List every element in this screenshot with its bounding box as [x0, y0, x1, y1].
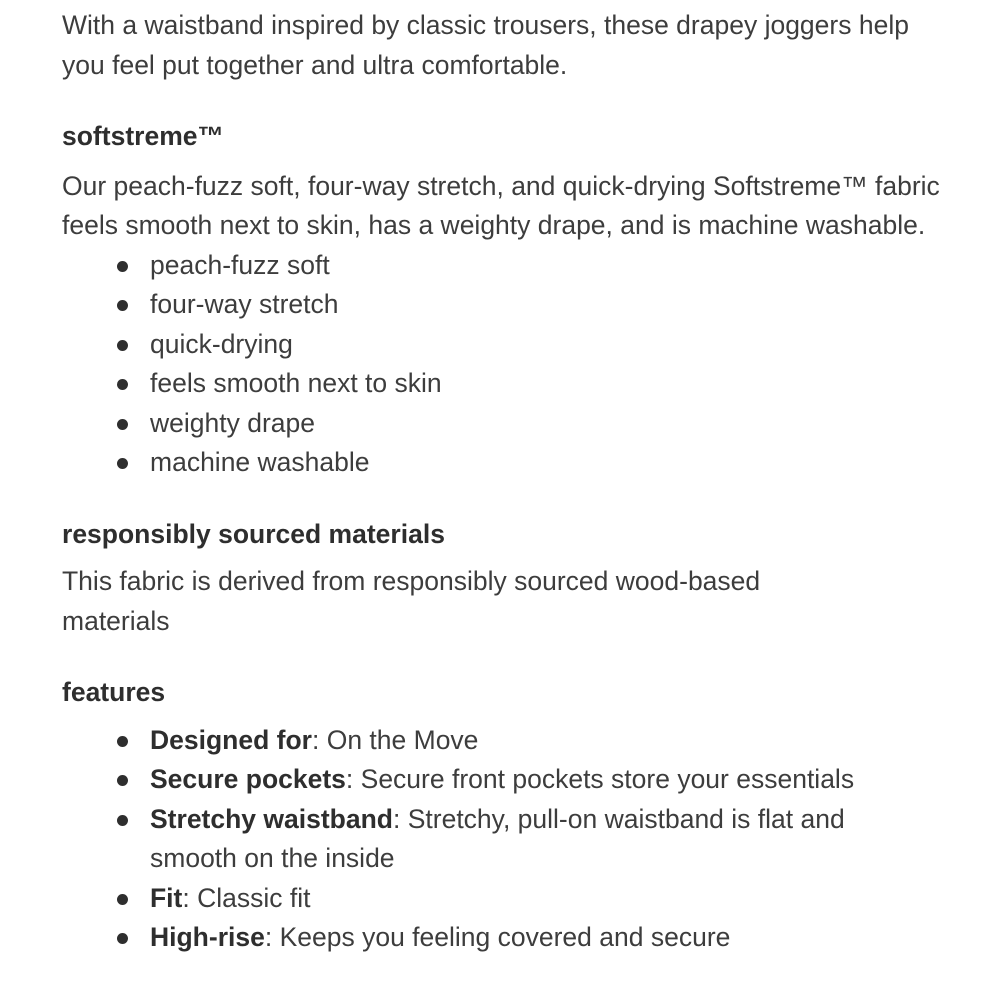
feature-item-stretchy-waistband: Stretchy waistband: Stretchy, pull-on waistband is flat and smooth on the inside: [150, 800, 930, 879]
materials-heading: responsibly sourced materials: [62, 518, 445, 549]
features-list: [62, 721, 930, 958]
softstreme-heading: softstreme™: [62, 121, 224, 151]
feature-label: High-rise: [150, 922, 265, 952]
feature-text: On the Move: [326, 724, 479, 755]
list-item: feels smooth next to skin: [150, 364, 962, 404]
feature-item-designed-for: Designed for: On the Move: [150, 721, 930, 761]
materials-description: This fabric is derived from responsibly sourced wood-based materials: [62, 566, 761, 636]
features-heading: features: [62, 677, 166, 707]
bullet-icon: [117, 815, 128, 826]
feature-item-high-rise: High-rise: Keeps you feeling covered and secure: [150, 918, 930, 958]
feature-label: Designed for: [150, 724, 312, 755]
intro-paragraph: With a waistband inspired by classic trousers, these drapey joggers help you feel put together and ultra comfortable.: [62, 10, 909, 80]
bullet-icon: [117, 736, 128, 747]
softstreme-description: Our peach-fuzz soft, four-way stretch, and quick-drying Softstreme™ fabric feels smooth next to skin, has a weighty drape, and is machine washable.: [62, 170, 940, 240]
feature-label: Secure pockets: [150, 764, 346, 794]
bullet-icon: [117, 894, 128, 905]
feature-text: Stretchy, pull-on waistband is flat and smooth on the inside: [150, 803, 845, 873]
list-item: quick-drying: [150, 325, 962, 365]
feature-item-fit: Fit: Classic fit: [150, 879, 930, 919]
bullet-icon: [117, 775, 128, 786]
feature-label: Stretchy waistband: [150, 803, 393, 834]
feature-item-secure-pockets: Secure pockets: Secure front pockets store your essentials: [150, 760, 930, 800]
bullet-icon: [117, 458, 128, 469]
softstreme-bullet-list: [62, 246, 962, 483]
bullet-icon: [117, 300, 128, 311]
feature-text: Keeps you feeling covered and secure: [279, 922, 731, 952]
list-item: machine washable: [150, 443, 962, 483]
feature-text: Classic fit: [197, 882, 311, 913]
list-item: weighty drape: [150, 404, 962, 444]
bullet-icon: [117, 340, 128, 351]
product-description: [62, 6, 962, 958]
bullet-icon: [117, 419, 128, 430]
feature-text: Secure front pockets store your essentials: [360, 764, 855, 794]
bullet-icon: [117, 379, 128, 390]
bullet-icon: [117, 933, 128, 944]
list-item: peach-fuzz soft: [150, 246, 962, 286]
bullet-icon: [117, 261, 128, 272]
feature-label: Fit: [150, 882, 183, 913]
list-item: four-way stretch: [150, 285, 962, 325]
